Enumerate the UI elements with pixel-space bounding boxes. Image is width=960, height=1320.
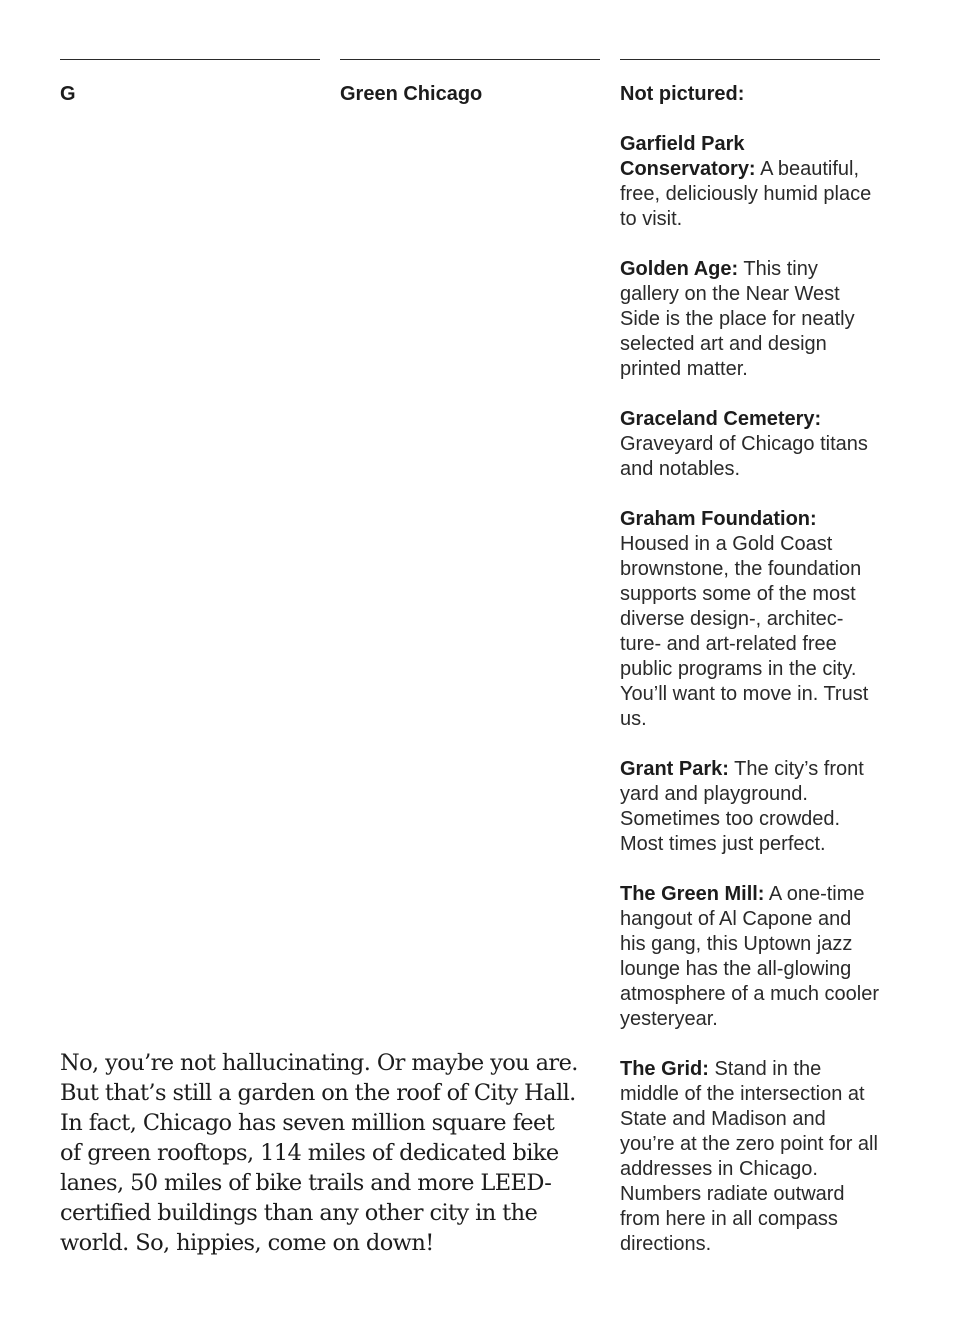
entry-graceland-cemetery [620, 407, 882, 482]
entry-the-green-mill [620, 882, 882, 1032]
entry-term: Garfield Park Conservatory: [620, 133, 756, 180]
not-pictured-heading: Not pictured: [620, 83, 745, 105]
feature-paragraph: No, you’re not hallucinating. Or maybe you are. But that’s still a garden on the roof of City Hall. In fact, Chicago has seven million square feet of green rooftops, 114 miles of dedicated bike lanes, 50 miles of bike trails and more LEED-certified buildings than any other city in the world. So, hippies, come on down! [60, 1050, 578, 1256]
entry-description: A beautiful, free, deliciously humid place to visit. [620, 158, 872, 230]
entry-grant-park [620, 757, 882, 857]
entry-description: A one-time hangout of Al Capone and his gang, this Uptown jazz lounge has the all-glowing atmosphere of a much cooler yesteryear. [620, 883, 880, 1030]
entry-term: Golden Age: [620, 258, 739, 280]
entry-description: The city’s front yard and playground. Sometimes too crowded. Most times just perfect. [620, 758, 864, 855]
not-pictured-list [620, 132, 882, 1282]
entry-description: Graveyard of Chicago titans and notables. [620, 433, 868, 480]
entry-garfield-park-conservatory [620, 132, 882, 232]
entry-golden-age [620, 257, 882, 382]
entry-term: Graceland Cemetery: [620, 408, 822, 430]
entry-term: Graham Foundation: [620, 508, 817, 530]
entry-description: Stand in the middle of the intersection at State and Madison and you’re at the zero point for all addresses in Chicago. Numbers radiate outward from here in all compass directions. [620, 1058, 878, 1255]
entry-term: Grant Park: [620, 758, 729, 780]
entry-term: The Grid: [620, 1058, 709, 1080]
entry-description: This tiny gallery on the Near West Side is the place for neatly selected art and design printed matter. [620, 258, 855, 380]
entry-term: The Green Mill: [620, 883, 765, 905]
column-rule-middle [340, 59, 600, 60]
section-title: Green Chicago [340, 83, 483, 105]
entry-the-grid [620, 1057, 882, 1257]
entry-description: Housed in a Gold Coast brownstone, the foundation supports some of the most diverse design-, architec-ture- and art-related free public programs in the city. You’ll want to move in. Trust us. [620, 533, 869, 730]
column-rule-right [620, 59, 880, 60]
index-letter: G [60, 83, 76, 105]
entry-graham-foundation [620, 507, 882, 732]
column-rule-left [60, 59, 320, 60]
